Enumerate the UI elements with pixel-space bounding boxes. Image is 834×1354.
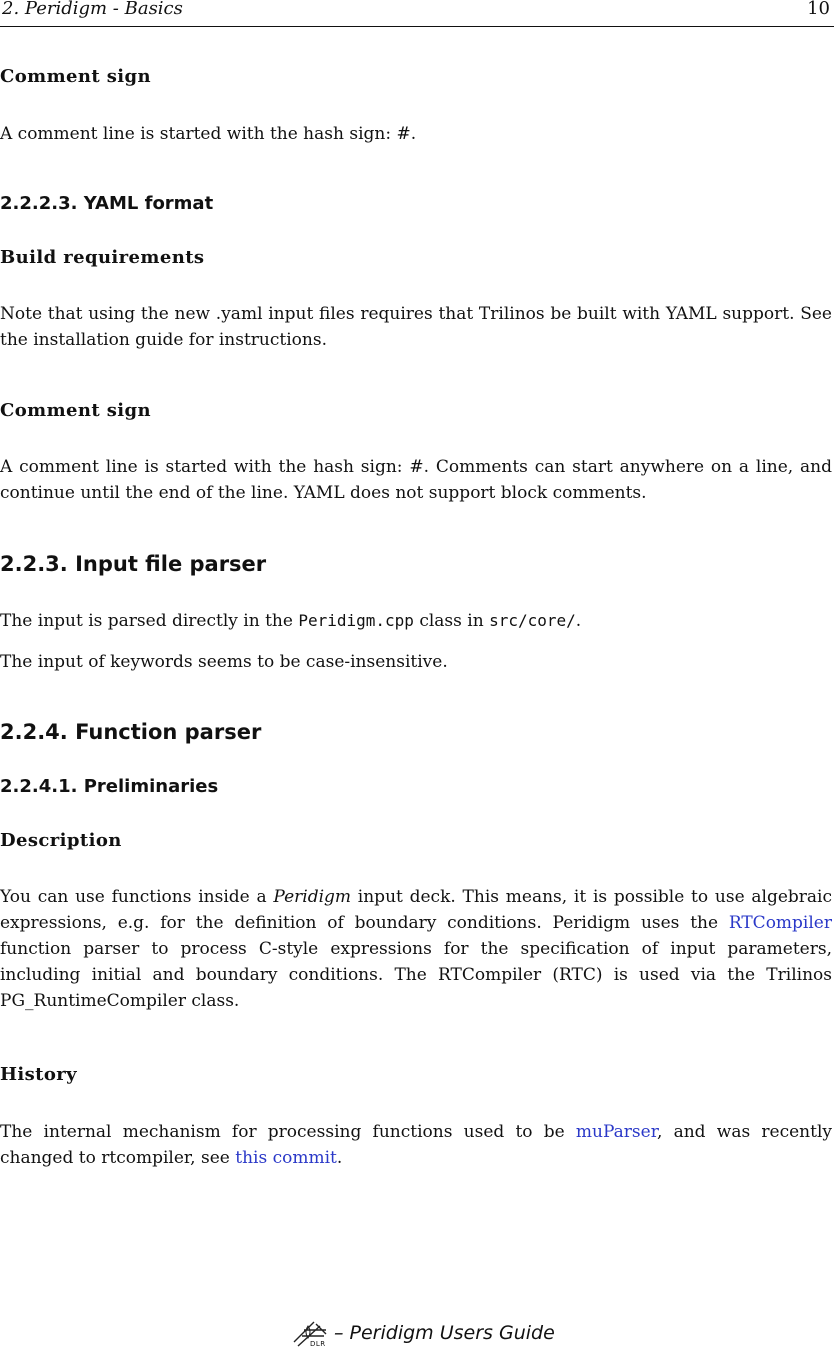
comment-sign-heading-2: Comment sign [0,400,151,421]
history-text-1: The internal mechanism for processing functions used to be [0,1122,576,1142]
history-paragraph [0,1119,832,1171]
description-text-1: You can use functions inside a [0,887,274,907]
description-heading: Description [0,830,122,851]
comment-sign-text-1: A comment line is started with the hash sign: #. [0,124,417,144]
input-parser-text-between: class in [413,611,490,631]
build-requirements-heading: Build requirements [0,247,205,268]
code-peridigm-cpp: Peridigm.cpp [298,611,414,630]
footer [290,1318,590,1354]
description-text-3: function parser to process C-style expressions for the specification of input parameters, including initial and boundary conditions. The RTCompiler (RTC) is used via the Trilinos PG_RuntimeCompiler class. [0,939,832,1011]
description-paragraph [0,884,832,1014]
page-number: 10 [807,0,830,19]
footer-title: – Peridigm Users Guide [334,1322,555,1344]
this-commit-link[interactable]: this commit [235,1148,337,1168]
peridigm-italic: Peridigm [273,887,352,907]
preliminaries-heading: 2.2.4.1. Preliminaries [0,776,219,797]
running-header [0,0,834,27]
input-file-parser-heading: 2.2.3. Input file parser [0,552,267,576]
history-heading: History [0,1064,78,1085]
comment-sign-text-2: A comment line is started with the hash sign: #. Comments can start anywhere on a line, and continue until the end of the line. YAML does not support block comments. [0,457,832,503]
muparser-link[interactable]: muParser [575,1122,657,1142]
comment-sign-heading-1: Comment sign [0,66,151,87]
code-src-core: src/core/ [489,611,576,630]
build-requirements-text: Note that using the new .yaml input files requires that Trilinos be built with YAML support. See the installation guide for instructions. [0,304,832,350]
history-text-2: , and was recently changed to rtcompiler, see [0,1122,832,1168]
function-parser-heading: 2.2.4. Function parser [0,720,262,744]
keywords-case-text: The input of keywords seems to be case-insensitive. [0,652,448,672]
input-parser-text-end: . [575,611,582,631]
description-text-2: input deck. This means, it is possible to use algebraic expressions, e.g. for the definition of boundary conditions. Peridigm uses the [0,887,833,933]
yaml-format-heading: 2.2.2.3. YAML format [0,193,214,214]
input-parser-paragraph [0,608,832,634]
rtcompiler-link[interactable]: RTCompiler [728,913,832,933]
dlr-logo-text: DLR [310,1340,326,1348]
input-parser-text-start: The input is parsed directly in the [0,611,299,631]
chapter-title: 2. Peridigm - Basics [2,0,183,19]
history-text-3: . [336,1148,343,1168]
